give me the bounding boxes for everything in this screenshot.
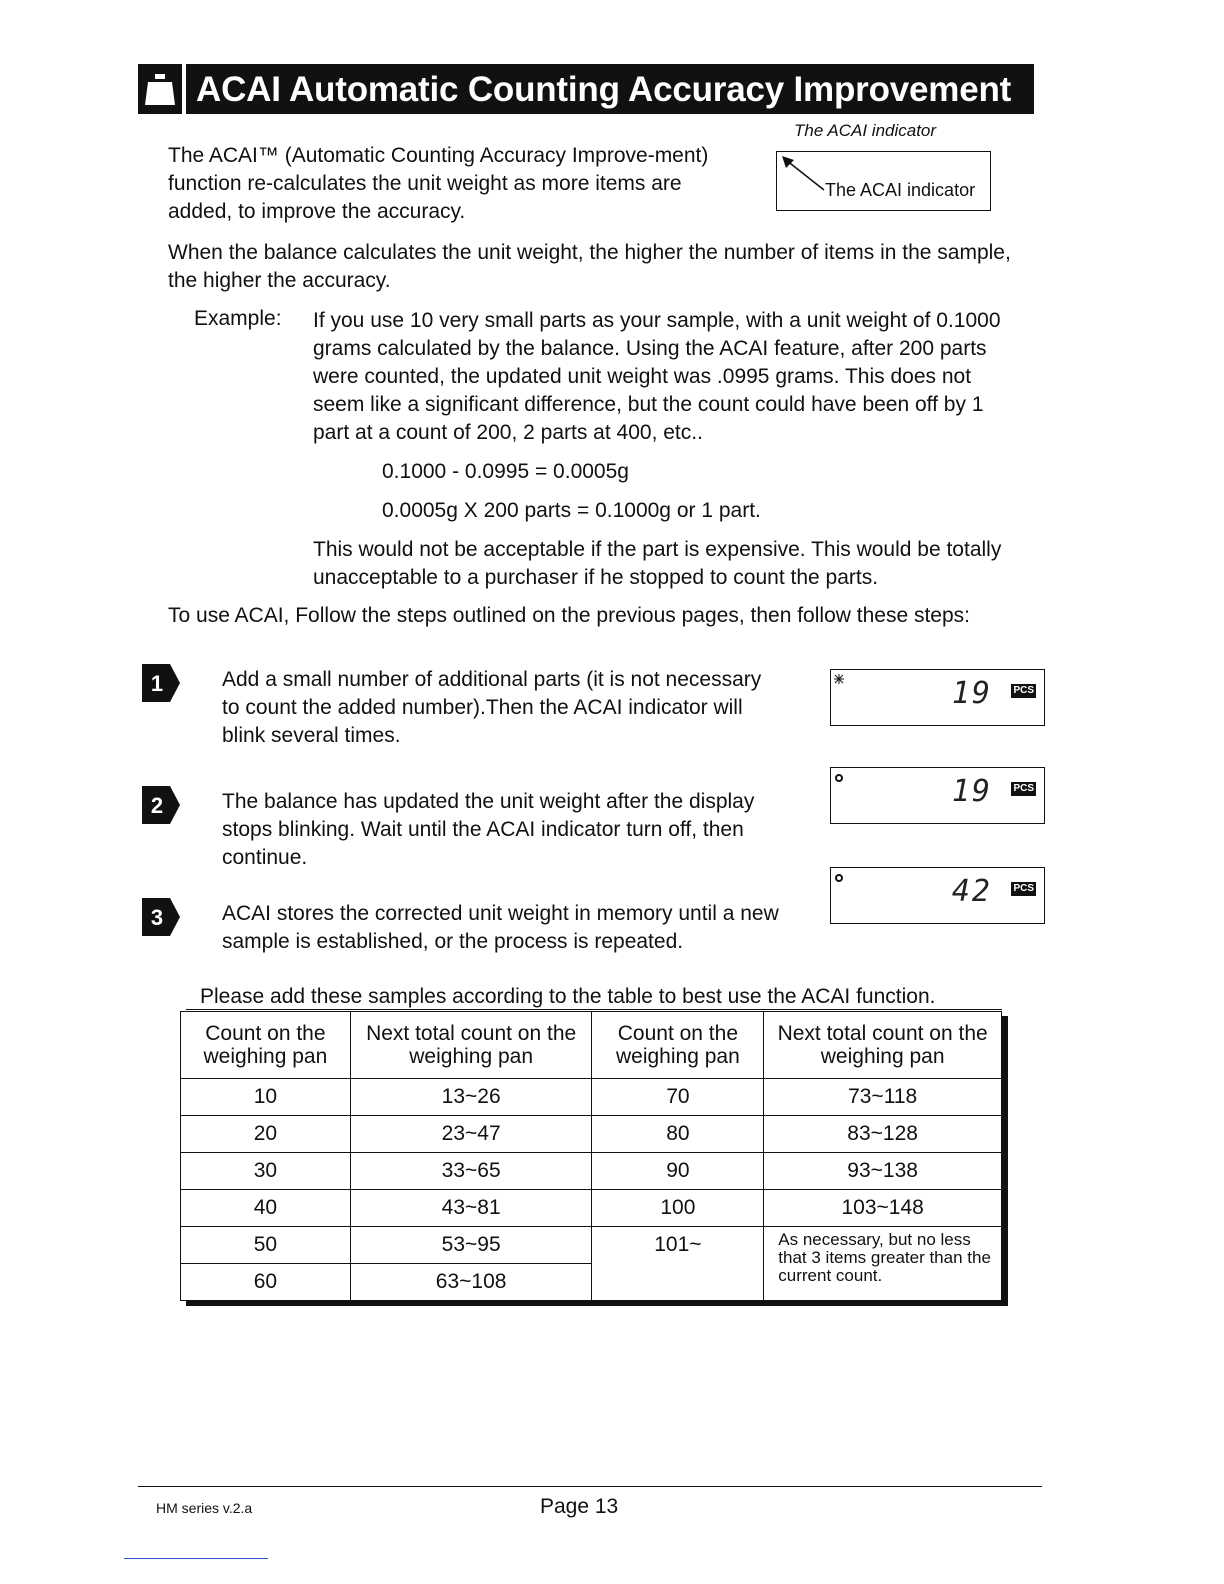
step-number: 2 [150,793,164,818]
table-cell: 93~138 [764,1153,1002,1190]
intro-paragraph: The ACAI™ (Automatic Counting Accuracy Improve-ment) function re-calculates the unit weight as more items are added, to improve the accuracy. [168,144,709,223]
table-row [181,1190,1002,1227]
table-row [181,1079,1002,1116]
column-header: Next total count on the weighing pan [350,1012,592,1079]
step-number-badge [142,898,180,936]
table-row [181,1153,1002,1190]
table-cell: 70 [592,1079,764,1116]
table-cell: 100 [592,1190,764,1227]
indicator-caption: The ACAI indicator [794,121,937,140]
acai-blink-icon [834,674,844,684]
calculation-line: 0.1000 - 0.0995 = 0.0005g [382,460,629,483]
unit-indicator: PCS [1013,783,1034,794]
table-cell: 60 [181,1264,351,1301]
calculation-line: 0.0005g X 200 parts = 0.1000g or 1 part. [382,499,761,522]
balance-display [830,867,1045,924]
table-header-row [181,1012,1002,1079]
step-number-badge [142,786,180,824]
table-cell: 23~47 [350,1116,592,1153]
unit-indicator: PCS [1013,685,1034,696]
display-value: 19 [951,676,992,711]
table-cell: 90 [592,1153,764,1190]
page-number: Page 13 [540,1495,619,1518]
example-note: This would not be acceptable if the part is expensive. This would be totally unacceptable to a purchaser if he stopped to count the parts. [313,538,1002,589]
balance-display [830,767,1045,824]
page-title: ACAI Automatic Counting Accuracy Improvement [186,64,1034,114]
table-row [181,1227,1002,1264]
table-cell: 10 [181,1079,351,1116]
table-cell: 53~95 [350,1227,592,1264]
table-cell: 20 [181,1116,351,1153]
steps-intro: To use ACAI, Follow the steps outlined on the previous pages, then follow these steps: [168,604,970,627]
display-value: 19 [951,774,992,809]
table-cell: 83~128 [764,1116,1002,1153]
balance-weight-icon [138,64,182,114]
step-number-badge [142,664,180,702]
table-cell: 30 [181,1153,351,1190]
acai-indicator-icon [834,772,844,782]
step-number: 1 [150,671,164,696]
column-header: Count on the weighing pan [592,1012,764,1079]
table-caption: Please add these samples according to the table to best use the ACAI function. [200,985,936,1008]
column-header: Count on the weighing pan [181,1012,351,1079]
table-cell: 63~108 [350,1264,592,1301]
table-cell: 13~26 [350,1079,592,1116]
step-text: Add a small number of additional parts (it is not necessary to count the added number).Then the ACAI indicator will blink several times. [222,668,762,747]
unit-indicator: PCS [1013,883,1034,894]
table-row [181,1116,1002,1153]
column-header: Next total count on the weighing pan [764,1012,1002,1079]
arrow-icon [780,154,826,194]
indicator-figure-label: The ACAI indicator [825,180,976,200]
table-cell: 50 [181,1227,351,1264]
caption-underline [186,1009,1002,1010]
step-number: 3 [150,905,164,930]
table-note-cell: As necessary, but no less that 3 items greater than the current count. [764,1227,1002,1301]
table-cell: 33~65 [350,1153,592,1190]
footer-rule [138,1486,1042,1487]
table-cell: 73~118 [764,1079,1002,1116]
step-text: ACAI stores the corrected unit weight in memory until a new sample is established, or the process is repeated. [222,902,779,953]
table-cell: 80 [592,1116,764,1153]
table-cell: 40 [181,1190,351,1227]
footer-link-rule [124,1558,268,1559]
example-text: If you use 10 very small parts as your sample, with a unit weight of 0.1000 grams calculated by the balance. Using the ACAI feature, after 200 parts were counted, the updated unit weight was .0995 grams. This does not seem like a significant difference, but the count could have been off by 1 part at a count of 200, 2 parts at 400, etc.. [313,309,1001,444]
footer-version: HM series v.2.a [156,1500,253,1516]
acai-indicator-icon [834,872,844,882]
example-label: Example: [194,307,282,330]
table-cell: 101~ [592,1227,764,1301]
body-paragraph: When the balance calculates the unit weight, the higher the number of items in the sample, the higher the accuracy. [168,241,1011,292]
acai-sample-table [180,1011,1002,1301]
table-cell: 43~81 [350,1190,592,1227]
balance-display [830,669,1045,726]
step-text: The balance has updated the unit weight after the display stops blinking. Wait until the ACAI indicator turn off, then continue. [222,790,755,869]
display-value: 42 [951,874,992,909]
table-cell: 103~148 [764,1190,1002,1227]
